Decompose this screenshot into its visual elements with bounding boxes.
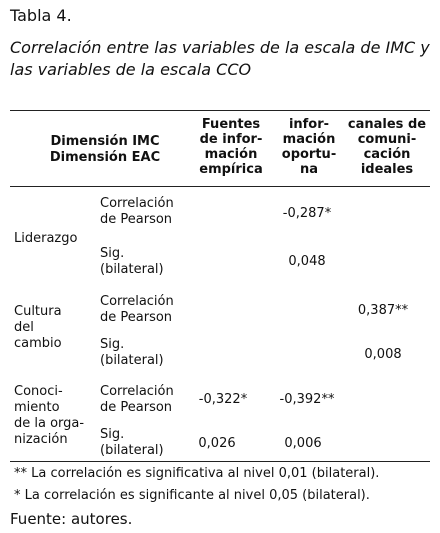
table-top-rule: [10, 110, 430, 111]
row-group-label-liderazgo: Liderazgo: [14, 231, 78, 246]
row-stat-sig: Sig. (bilateral): [100, 337, 164, 368]
table-label: Tabla 4.: [10, 6, 72, 25]
cell-conocimiento-sig-informacion: 0,006: [284, 436, 322, 451]
corner-header-eac: Dimensión EAC: [49, 150, 161, 165]
cell-cultura-sig-canales: 0,008: [364, 347, 402, 362]
footnote-significance-001: ** La correlación es significativa al nivel 0,01 (bilateral).: [14, 466, 380, 481]
cell-liderazgo-pearson-informacion: -0,287*: [282, 206, 332, 221]
cell-conocimiento-sig-fuentes: 0,026: [198, 436, 236, 451]
row-stat-pearson: Correlación de Pearson: [100, 384, 174, 415]
row-stat-pearson: Correlación de Pearson: [100, 294, 174, 325]
column-header-canales: canales de comuni- cación ideales: [347, 117, 427, 177]
table-title: Correlación entre las variables de la escala de IMC y las variables de la escala CCO: [10, 38, 430, 79]
cell-conocimiento-pearson-informacion: -0,392**: [279, 392, 335, 407]
cell-liderazgo-sig-informacion: 0,048: [288, 254, 326, 269]
row-stat-sig: Sig. (bilateral): [100, 246, 164, 277]
header-bottom-rule: [10, 186, 430, 187]
cell-conocimiento-pearson-fuentes: -0,322*: [198, 392, 248, 407]
row-stat-pearson: Correlación de Pearson: [100, 196, 174, 227]
corner-header-imc: Dimensión IMC: [50, 134, 160, 149]
row-group-label-cultura: Cultura del cambio: [14, 304, 62, 351]
table-bottom-rule: [10, 461, 430, 462]
row-group-label-conocimiento: Conoci- miento de la orga- nización: [14, 384, 85, 447]
column-header-fuentes: Fuentes de infor- mación empírica: [199, 117, 263, 177]
column-header-informacion: infor- mación oportu- na: [281, 117, 337, 177]
cell-cultura-pearson-canales: 0,387**: [357, 303, 409, 318]
row-stat-sig: Sig. (bilateral): [100, 427, 164, 458]
footnote-significance-005: * La correlación es significante al nivel 0,05 (bilateral).: [14, 488, 370, 503]
source-note: Fuente: autores.: [10, 510, 133, 528]
